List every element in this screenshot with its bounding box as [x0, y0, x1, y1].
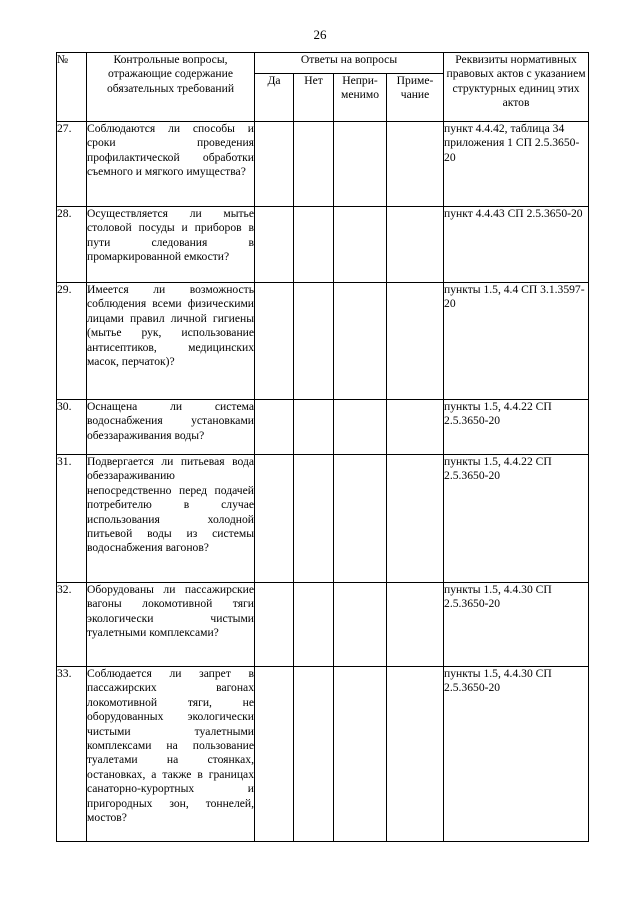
answer-yes-cell[interactable]	[255, 122, 294, 207]
answer-no-cell[interactable]	[294, 207, 334, 283]
row-number: 31.	[57, 455, 87, 583]
header-question: Контрольные вопросы, отражающие содержание обязательных требований	[87, 53, 255, 122]
answer-no-cell[interactable]	[294, 122, 334, 207]
header-answers: Ответы на вопросы	[255, 53, 444, 74]
header-yes: Да	[255, 74, 294, 122]
answer-no-cell[interactable]	[294, 400, 334, 455]
row-question: Соблюдается ли запрет в пассажирских вагонах локомотивной тяги, не оборудованных экологически чистыми туалетными комплексами на пользование туалетами на стоянках, остановках, а также в границах санаторно-курортных и пригородных зон, тоннелей, мостов?	[87, 667, 255, 842]
table-row	[57, 283, 589, 400]
answer-not-applicable-cell[interactable]	[334, 207, 387, 283]
answer-yes-cell[interactable]	[255, 667, 294, 842]
answer-no-cell[interactable]	[294, 583, 334, 667]
row-number: 28.	[57, 207, 87, 283]
answer-no-cell[interactable]	[294, 455, 334, 583]
answer-note-cell[interactable]	[387, 455, 444, 583]
answer-no-cell[interactable]	[294, 283, 334, 400]
header-not-applicable: Непри-менимо	[334, 74, 387, 122]
answer-yes-cell[interactable]	[255, 207, 294, 283]
answer-not-applicable-cell[interactable]	[334, 455, 387, 583]
row-reference: пункты 1.5, 4.4.30 СП 2.5.3650-20	[444, 583, 589, 667]
table-row	[57, 455, 589, 583]
row-number: 32.	[57, 583, 87, 667]
answer-not-applicable-cell[interactable]	[334, 667, 387, 842]
table-row	[57, 583, 589, 667]
row-reference: пункты 1.5, 4.4 СП 3.1.3597-20	[444, 283, 589, 400]
row-reference: пункты 1.5, 4.4.22 СП 2.5.3650-20	[444, 400, 589, 455]
answer-note-cell[interactable]	[387, 583, 444, 667]
table-row	[57, 400, 589, 455]
header-row	[57, 53, 589, 74]
answer-yes-cell[interactable]	[255, 400, 294, 455]
row-reference: пункт 4.4.42, таблица 34 приложения 1 СП 2.5.3650-20	[444, 122, 589, 207]
row-reference: пункт 4.4.43 СП 2.5.3650-20	[444, 207, 589, 283]
answer-yes-cell[interactable]	[255, 283, 294, 400]
answer-note-cell[interactable]	[387, 400, 444, 455]
answer-note-cell[interactable]	[387, 283, 444, 400]
table-row	[57, 667, 589, 842]
row-number: 27.	[57, 122, 87, 207]
header-references: Реквизиты нормативных правовых актов с указанием структурных единиц этих актов	[444, 53, 589, 122]
row-number: 30.	[57, 400, 87, 455]
answer-not-applicable-cell[interactable]	[334, 583, 387, 667]
answer-note-cell[interactable]	[387, 122, 444, 207]
row-reference: пункты 1.5, 4.4.22 СП 2.5.3650-20	[444, 455, 589, 583]
row-number: 33.	[57, 667, 87, 842]
answer-yes-cell[interactable]	[255, 583, 294, 667]
header-number: №	[57, 53, 87, 122]
table-row	[57, 207, 589, 283]
row-reference: пункты 1.5, 4.4.30 СП 2.5.3650-20	[444, 667, 589, 842]
answer-not-applicable-cell[interactable]	[334, 400, 387, 455]
answer-not-applicable-cell[interactable]	[334, 283, 387, 400]
answer-note-cell[interactable]	[387, 207, 444, 283]
checklist-table	[56, 52, 589, 842]
header-no: Нет	[294, 74, 334, 122]
row-question: Соблюдаются ли способы и сроки проведения профилактической обработки съемного и мягкого имущества?	[87, 122, 255, 207]
answer-not-applicable-cell[interactable]	[334, 122, 387, 207]
row-question: Имеется ли возможность соблюдения всеми физическими лицами правил личной гигиены (мытье рук, использование антисептиков, медицинских масок, перчаток)?	[87, 283, 255, 400]
answer-note-cell[interactable]	[387, 667, 444, 842]
row-question: Подвергается ли питьевая вода обеззараживанию непосредственно перед подачей потребителю в случае использования холодной питьевой воды из системы водоснабжения вагонов?	[87, 455, 255, 583]
page-number: 26	[313, 27, 327, 42]
table-row	[57, 122, 589, 207]
row-number: 29.	[57, 283, 87, 400]
header-note: Приме-чание	[387, 74, 444, 122]
row-question: Оснащена ли система водоснабжения установками обеззараживания воды?	[87, 400, 255, 455]
answer-no-cell[interactable]	[294, 667, 334, 842]
row-question: Осуществляется ли мытье столовой посуды и приборов в пути следования в промаркированной емкости?	[87, 207, 255, 283]
answer-yes-cell[interactable]	[255, 455, 294, 583]
row-question: Оборудованы ли пассажирские вагоны локомотивной тяги экологически чистыми туалетными комплексами?	[87, 583, 255, 667]
